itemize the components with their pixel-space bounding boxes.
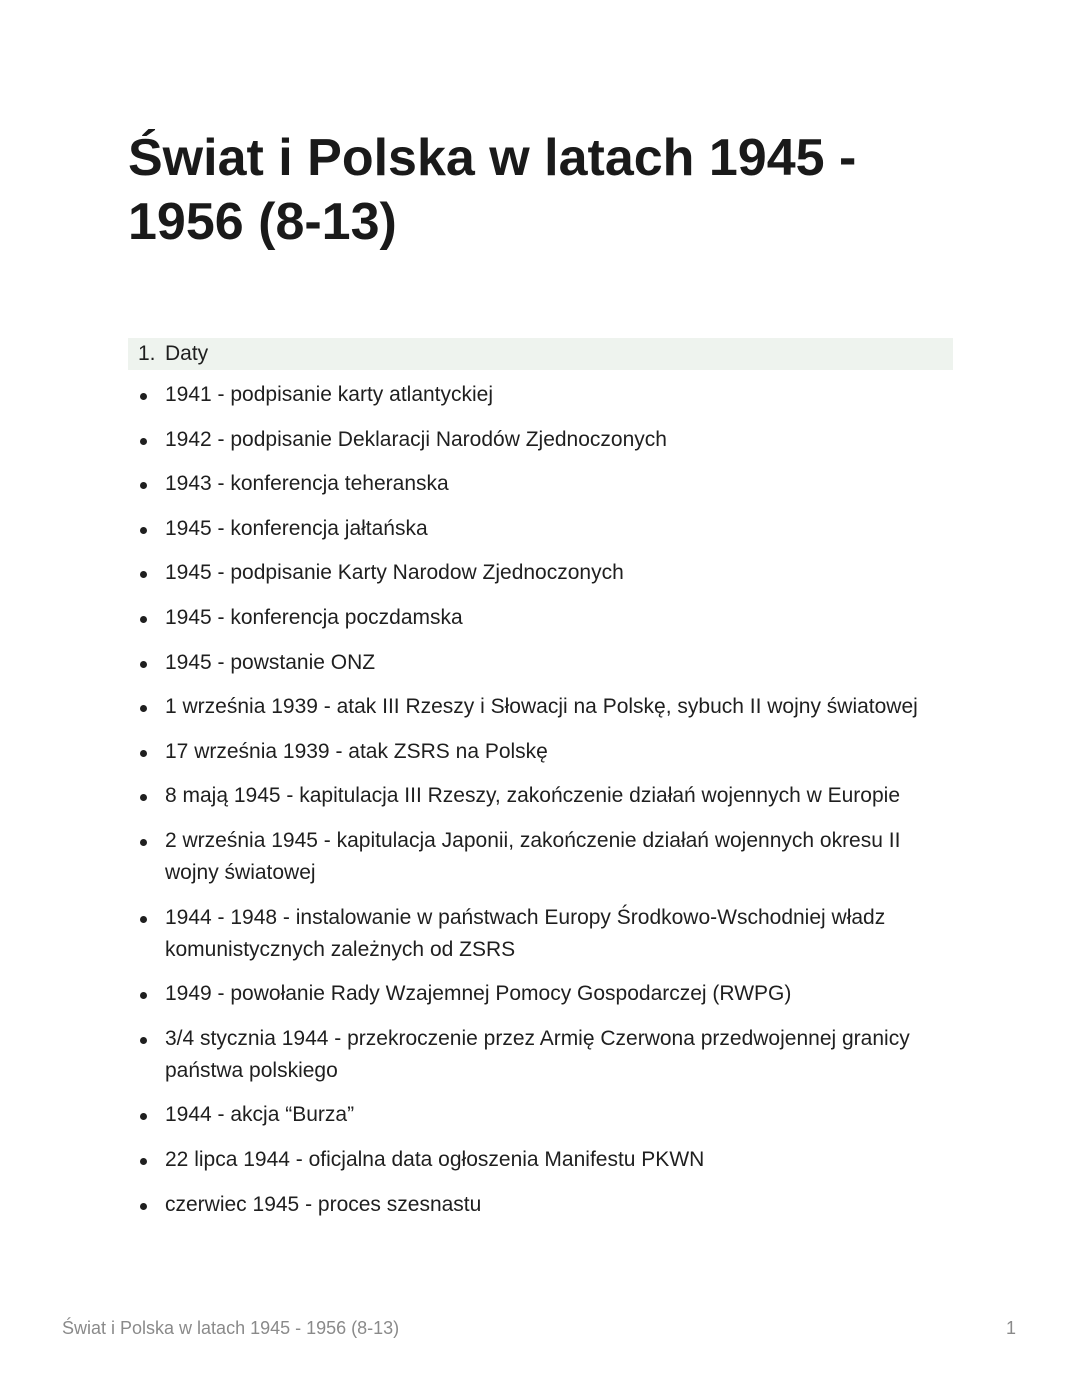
list-item-text: 1945 - powstanie ONZ (165, 650, 376, 674)
footer-title: Świat i Polska w latach 1945 - 1956 (8-13) (62, 1318, 400, 1338)
bullet-icon (140, 916, 147, 923)
list-item (128, 902, 938, 966)
list-item (128, 602, 938, 634)
list-item-text: 1945 - konferencja jałtańska (165, 516, 428, 540)
list-item-text: 1944 - 1948 - instalowanie w państwach Europy Środkowo-Wschodniej władz komunistycznych zależnych od ZSRS (165, 905, 886, 961)
date-list (128, 379, 938, 1233)
bullet-icon (140, 616, 147, 623)
list-item-text: 1945 - konferencja poczdamska (165, 605, 463, 629)
bullet-icon (140, 661, 147, 668)
bullet-icon (140, 1158, 147, 1165)
page-title: Świat i Polska w latach 1945 - 1956 (8-13) (128, 129, 857, 251)
list-item-text: 1942 - podpisanie Deklaracji Narodów Zjednoczonych (165, 427, 667, 451)
list-item-text: 1941 - podpisanie karty atlantyckiej (165, 383, 494, 406)
list-item-text: 1944 - akcja “Burza” (165, 1103, 355, 1127)
list-item-text: 2 września 1945 - kapitulacja Japonii, zakończenie działań wojennych okresu II wojny światowej (165, 828, 901, 884)
list-item (128, 424, 938, 456)
page-number: 1 (1005, 1318, 1016, 1338)
bullet-icon (140, 1203, 147, 1210)
list-item (128, 780, 938, 812)
bullet-icon (140, 705, 147, 712)
list-item-text: czerwiec 1945 - proces szesnastu (165, 1192, 482, 1216)
list-item (128, 825, 938, 889)
list-item-text: 17 września 1939 - atak ZSRS na Polskę (165, 739, 548, 763)
list-item (128, 1099, 938, 1131)
bullet-icon (140, 794, 147, 801)
bullet-icon (140, 482, 147, 489)
list-item (128, 468, 938, 500)
list-item (128, 557, 938, 589)
bullet-icon (140, 1113, 147, 1120)
bullet-icon (140, 438, 147, 445)
list-item (128, 647, 938, 679)
bullet-icon (140, 992, 147, 999)
bullet-icon (140, 839, 147, 846)
list-item-text: 8 mają 1945 - kapitulacja III Rzeszy, zakończenie działań wojennych w Europie (165, 784, 900, 808)
bullet-icon (140, 1037, 147, 1044)
section-number: 1. (138, 342, 156, 365)
list-item-text: 1 września 1939 - atak III Rzeszy i Słowacji na Polskę, sybuch II wojny światowej (165, 695, 918, 719)
list-item (128, 513, 938, 545)
list-item (128, 379, 938, 411)
list-item-text: 22 lipca 1944 - oficjalna data ogłoszenia Manifestu PKWN (165, 1147, 705, 1171)
list-item (128, 1023, 938, 1087)
list-item-text: 1945 - podpisanie Karty Narodow Zjednoczonych (165, 561, 624, 585)
list-item-text: 3/4 stycznia 1944 - przekroczenie przez Armię Czerwona przedwojennej granicy państwa polskiego (165, 1026, 910, 1082)
list-item-text: 1949 - powołanie Rady Wzajemnej Pomocy Gospodarczej (RWPG) (165, 982, 792, 1006)
section-label: Daty (165, 342, 209, 365)
bullet-icon (140, 393, 147, 400)
list-item (128, 736, 938, 768)
section-header (128, 338, 953, 370)
bullet-icon (140, 750, 147, 757)
list-item (128, 691, 938, 723)
list-item (128, 1189, 938, 1221)
bullet-icon (140, 527, 147, 534)
list-item (128, 978, 938, 1010)
list-item-text: 1943 - konferencja teheranska (165, 472, 449, 496)
bullet-icon (140, 571, 147, 578)
list-item (128, 1144, 938, 1176)
